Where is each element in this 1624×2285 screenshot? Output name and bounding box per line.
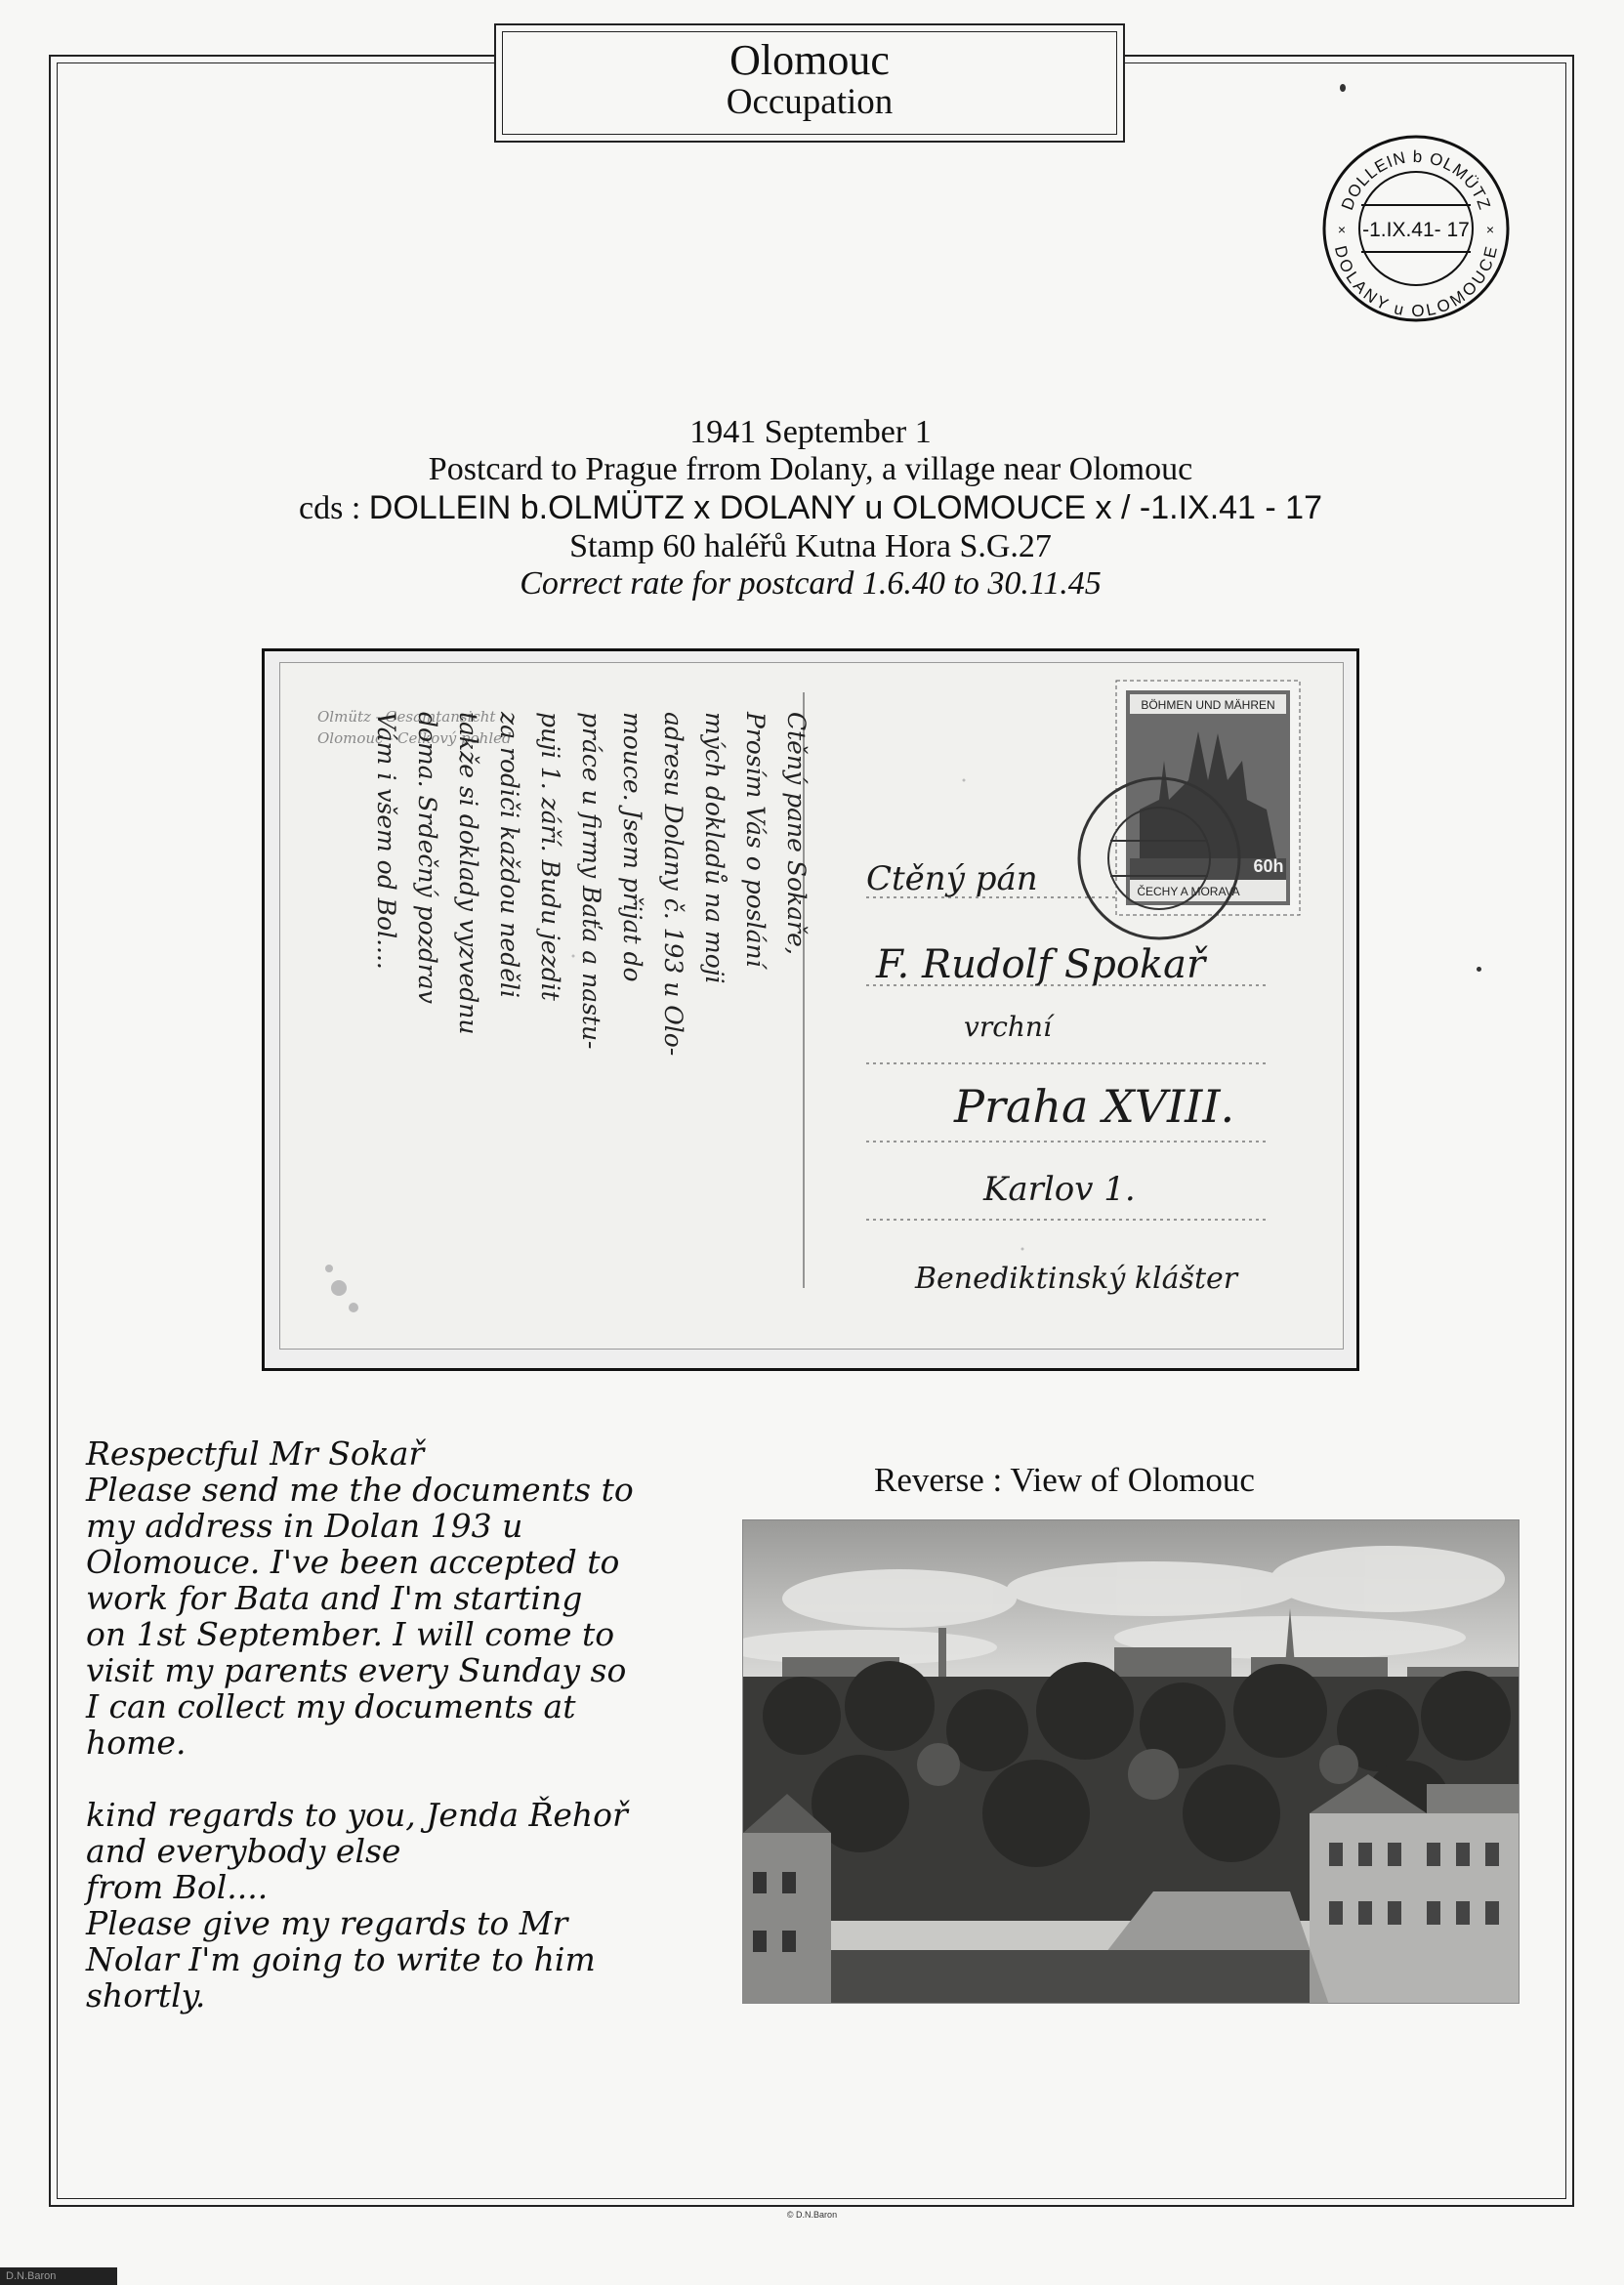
address-line: Praha XVIII. bbox=[954, 1080, 1235, 1133]
page-subtitle: Occupation bbox=[726, 82, 894, 122]
caption-stamp: Stamp 60 haléřů Kutna Hora S.G.27 bbox=[569, 528, 1052, 564]
speck bbox=[1340, 84, 1346, 92]
reverse-title: Reverse : View of Olomouc bbox=[874, 1461, 1255, 1499]
postcard-front bbox=[279, 662, 1344, 1350]
message-line: Vám i všem od Bol.... bbox=[372, 712, 400, 970]
translation-text: Respectful Mr Sokař Please send me the documents to my address in Dolan 193 u Olomouce. I've been accepted to work for Bata and I'm starting on 1st September. I will come to visit my parents every Sunday so I can collect my documents at home. kind regards to you, Jenda Řehoř and everybody else from Bol.... Please give my regards to Mr Nolar I'm going to write to him shortly. bbox=[86, 1434, 634, 2015]
olomouc-view-image bbox=[743, 1520, 1520, 2004]
title-box bbox=[494, 23, 1125, 143]
scan-label: D.N.Baron bbox=[0, 2267, 117, 2285]
address-line: Ctěný pán bbox=[866, 859, 1038, 898]
printed-caption-1: Olmütz - Gesamtansicht bbox=[317, 708, 496, 726]
stamp-value: 60h bbox=[1253, 856, 1284, 876]
cds-cross-left: × bbox=[1337, 222, 1347, 237]
caption-date: 1941 September 1 bbox=[689, 414, 932, 450]
stamp-top-text: BÖHMEN UND MÄHREN bbox=[1141, 698, 1275, 712]
message-line: puji 1. září. Budu jezdit bbox=[536, 712, 564, 1001]
reverse-view-photo bbox=[742, 1519, 1520, 2004]
message-line: adresu Dolany č. 193 u Olo- bbox=[659, 712, 687, 1057]
caption-description: Postcard to Prague frrom Dolany, a village near Olomouc bbox=[428, 451, 1193, 487]
message-line: doma. Srdečný pozdrav bbox=[413, 712, 441, 1004]
message-line: mouce. Jsem přijat do bbox=[618, 712, 646, 982]
message-line: Ctěný pane Sokaře, bbox=[782, 712, 811, 955]
message-line: za rodiči každou neděli bbox=[495, 712, 523, 998]
cds-date: -1.IX.41- 17 bbox=[1362, 219, 1470, 241]
cds-top-text: DOLLEIN b OLMÜTZ bbox=[1337, 146, 1495, 213]
cds-postmark-icon bbox=[1320, 133, 1512, 324]
printed-caption-2: Olomouc - Celkový pohled bbox=[317, 729, 512, 747]
address-line: vrchní bbox=[964, 1011, 1052, 1043]
speck bbox=[1477, 967, 1481, 972]
address-line: F. Rudolf Spokař bbox=[876, 942, 1206, 987]
address-line: Karlov 1. bbox=[983, 1170, 1136, 1209]
message-line: takže si doklady vyzvednu bbox=[454, 712, 482, 1035]
address-block bbox=[866, 859, 1239, 1296]
message-line: mých dokladů na moji bbox=[700, 712, 729, 984]
caption-rate: Correct rate for postcard 1.6.40 to 30.11.45 bbox=[520, 565, 1102, 602]
caption-cds bbox=[137, 488, 1484, 528]
cds-cross-right: × bbox=[1485, 222, 1495, 237]
copyright: © D.N.Baron bbox=[786, 2210, 838, 2220]
page-title: Olomouc bbox=[729, 36, 890, 84]
message-line: práce u firmy Baťa a nastu- bbox=[577, 712, 605, 1050]
handwritten-message bbox=[372, 711, 811, 1056]
postcard-drawing bbox=[280, 663, 1344, 1350]
stamp-60h bbox=[1116, 681, 1300, 915]
address-line: Benediktinský klášter bbox=[915, 1262, 1238, 1296]
cds-bottom-text: DOLANY u OLOMOUCE bbox=[1330, 243, 1502, 321]
svg-text:DOLANY u OLOMOUCE bbox=[1331, 244, 1501, 320]
caption-cds-postmark: DOLLEIN b.OLMÜTZ x DOLANY u OLOMOUCE x / -1.IX.41 - 17 bbox=[368, 489, 1322, 526]
stamp-bottom-text: ČECHY A MORAVA bbox=[1137, 885, 1240, 898]
caption-cds-prefix: cds : bbox=[299, 490, 369, 526]
message-line: Prosím Vás o poslání bbox=[741, 712, 770, 968]
svg-text:DOLLEIN b OLMÜTZ bbox=[1338, 147, 1494, 213]
